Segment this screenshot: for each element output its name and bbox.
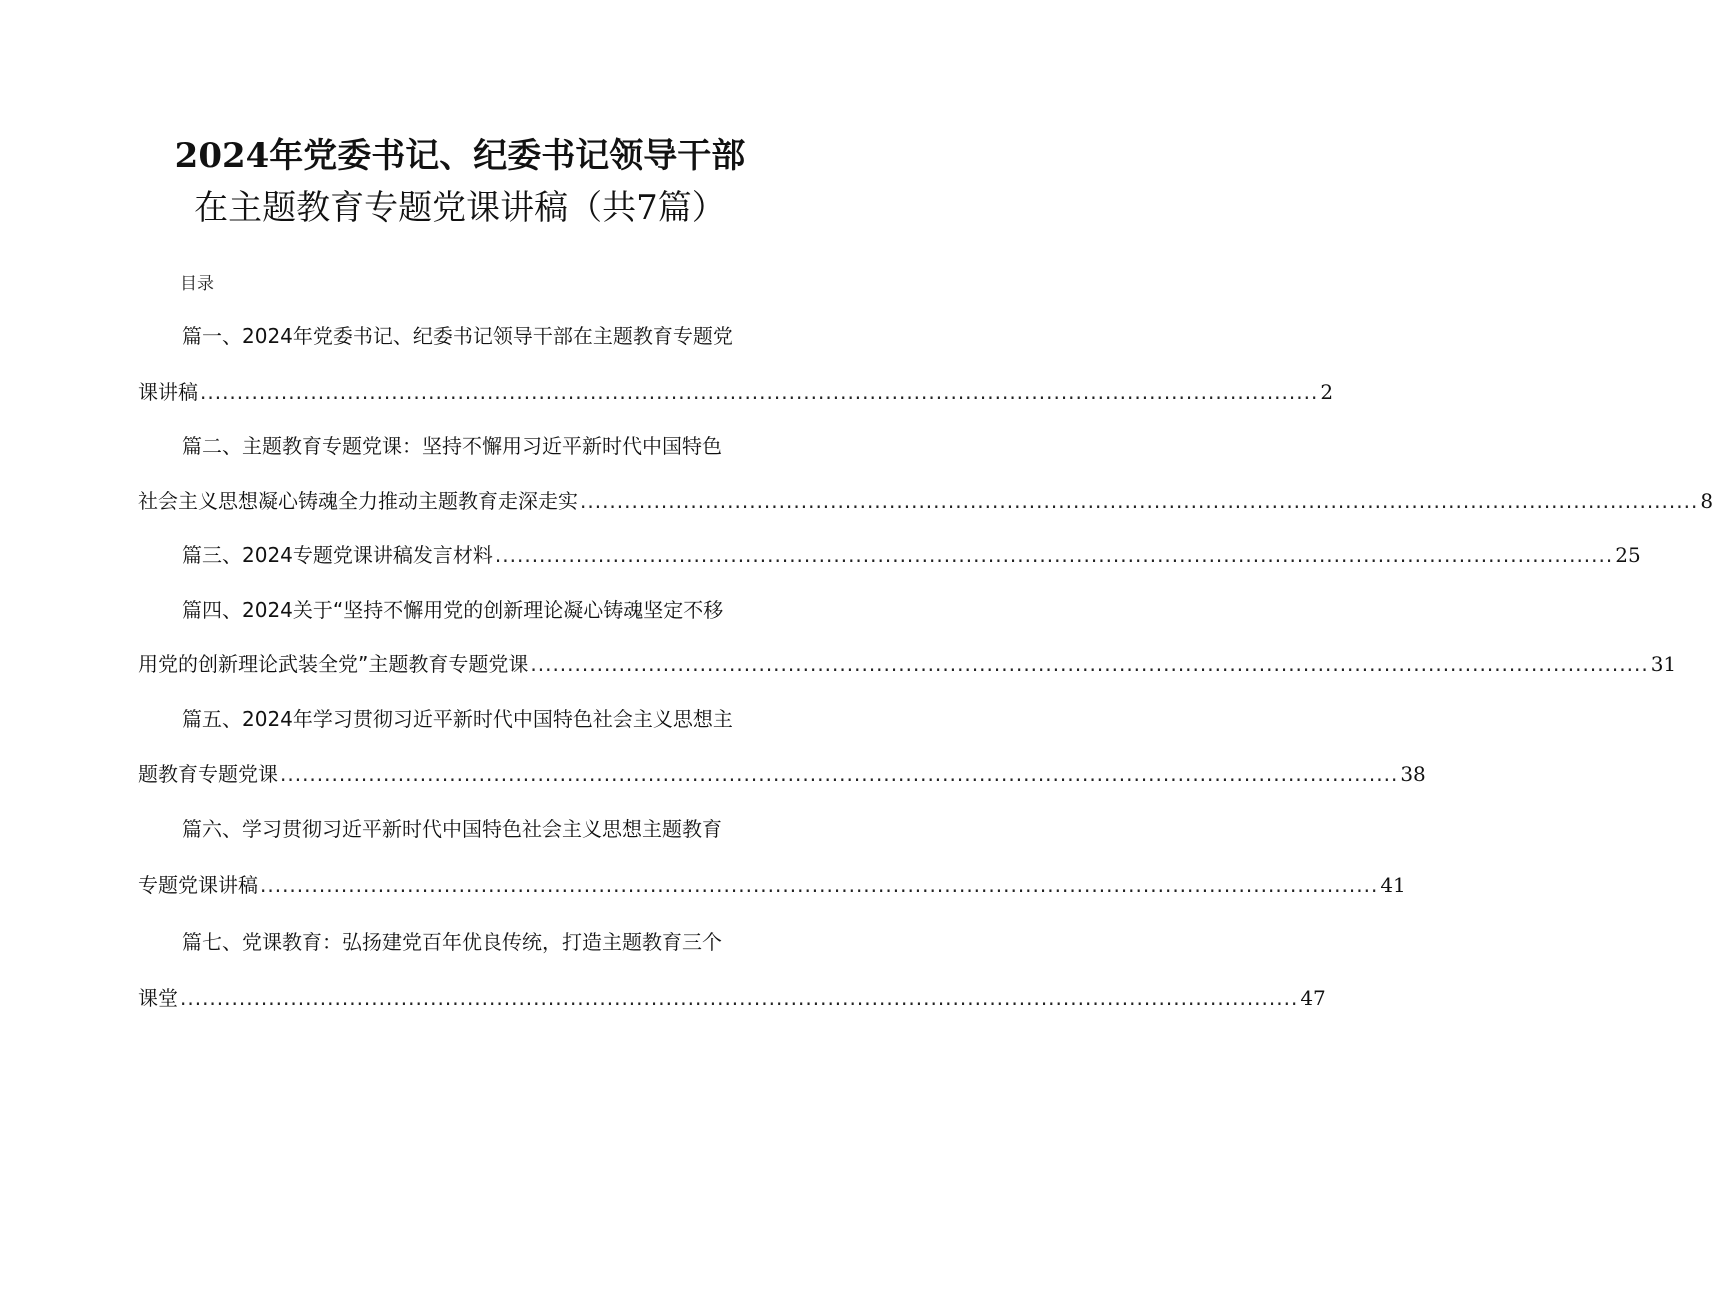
toc-entry-2-text: 社会主义思想凝心铸魂全力推动主题教育走深走实 [138,489,578,513]
toc-leader-dots: ........................................................................................................................................................ [180,986,1299,1010]
toc-entry-3-page: 25 [1615,543,1641,567]
toc-entry-6-line-1[interactable]: 篇六、学习贯彻习近平新时代中国特色社会主义思想主题教育 [182,817,722,841]
toc-leader-dots: ........................................................................................................................................................ [280,762,1399,786]
toc-entry-7-line-1[interactable]: 篇七、党课教育：弘扬建党百年优良传统，打造主题教育三个 [182,930,722,954]
toc-entry-5-text: 题教育专题党课 [138,762,278,786]
document-title-line-2: 在主题教育专题党课讲稿（共7篇） [194,188,726,228]
toc-entry-3[interactable] [182,541,1641,569]
toc-entry-1-text: 课讲稿 [138,380,198,404]
toc-entry-6-line-2[interactable] [138,871,1406,899]
toc-entry-7-line-2[interactable] [138,984,1326,1012]
toc-entry-2-line-1[interactable]: 篇二、主题教育专题党课：坚持不懈用习近平新时代中国特色 [182,434,722,458]
document-title-line-1: 2024年党委书记、纪委书记领导干部 [174,136,746,176]
toc-leader-dots: ........................................................................................................................................................ [494,543,1614,567]
toc-leader-dots: ........................................................................................................................................................ [530,652,1649,676]
toc-entry-6-text: 专题党课讲稿 [138,873,258,897]
toc-leader-dots: ........................................................................................................................................................ [580,489,1699,513]
toc-leader-dots: ........................................................................................................................................................ [200,380,1319,404]
toc-entry-4-line-2[interactable] [138,650,1677,678]
toc-entry-1-line-2[interactable] [138,378,1334,406]
toc-entry-2-page: 8 [1700,489,1713,513]
toc-entry-3-text: 篇三、2024专题党课讲稿发言材料 [182,543,493,567]
toc-entry-5-line-1[interactable]: 篇五、2024年学习贯彻习近平新时代中国特色社会主义思想主 [182,707,733,731]
toc-entry-4-page: 31 [1650,652,1677,676]
toc-entry-4-line-1[interactable]: 篇四、2024关于“坚持不懈用党的创新理论凝心铸魂坚定不移 [182,598,724,622]
toc-entry-1-page: 2 [1320,380,1334,404]
toc-entry-1-line-1[interactable]: 篇一、2024年党委书记、纪委书记领导干部在主题教育专题党 [182,324,733,348]
toc-heading: 目录 [180,274,214,294]
toc-entry-5-page: 38 [1400,762,1426,786]
toc-entry-5-line-2[interactable] [138,760,1426,788]
toc-entry-6-page: 41 [1380,873,1406,897]
toc-entry-2-line-2[interactable] [138,487,1713,515]
toc-entry-7-page: 47 [1300,986,1326,1010]
toc-entry-7-text: 课堂 [138,986,178,1010]
toc-entry-4-text: 用党的创新理论武装全党”主题教育专题党课 [138,652,529,676]
toc-leader-dots: ........................................................................................................................................................ [260,873,1379,897]
